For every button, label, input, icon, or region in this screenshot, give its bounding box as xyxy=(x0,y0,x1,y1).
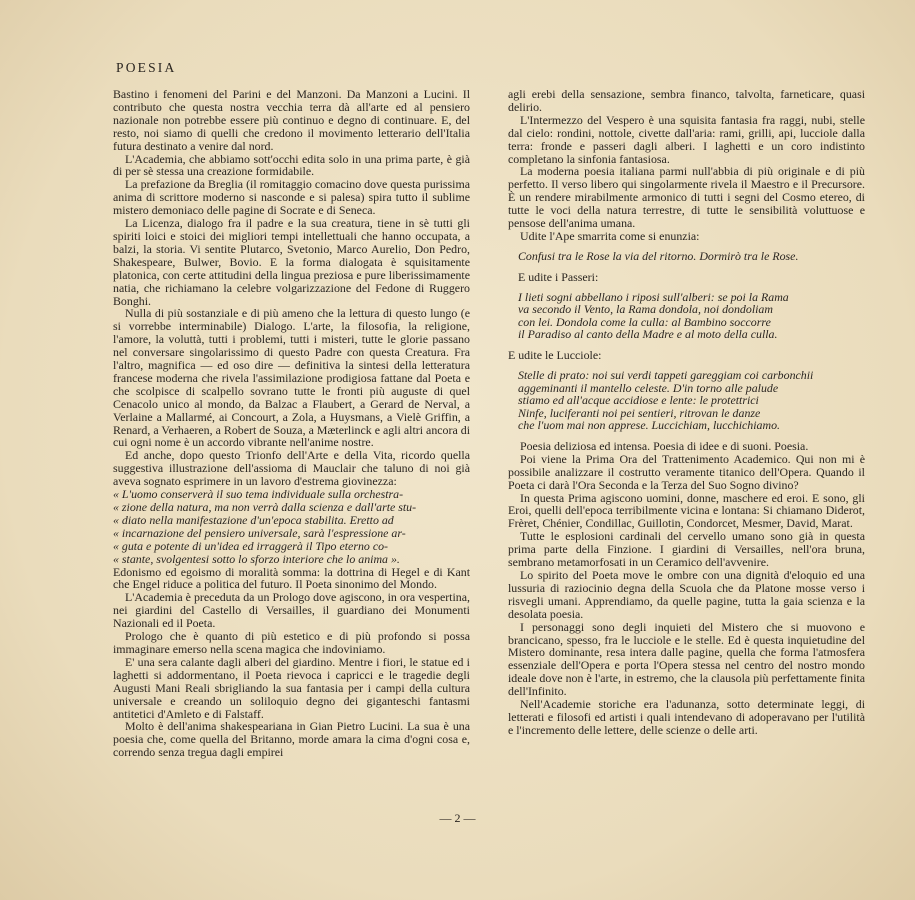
intro-passeri: E udite i Passeri: xyxy=(518,269,599,284)
paragraph: Lo spirito del Poeta move le ombre con una dignità d'eloquio ed una lussuria di raziocinio degna della Scuola che da Platone mosse verso i risvegli umani. Apprendiamo, da quelle pagine, tutta la gaia scienza e la desolata poesia. xyxy=(508,568,865,621)
verse-passeri xyxy=(518,291,865,341)
mauclair-quote xyxy=(113,488,470,565)
paragraph: Prologo che è quanto di più estetico e di più profondo si possa immaginare emerso nella scena magica che indoviniamo. xyxy=(113,629,470,656)
verse-lucciole xyxy=(518,369,865,432)
right-column xyxy=(508,88,865,737)
paragraph: Edonismo ed egoismo di moralità somma: la dottrina di Hegel e di Kant che Engel riduce a politica del futuro. Il Poeta sinonimo del Mondo. xyxy=(113,564,470,592)
paragraph: Poesia deliziosa ed intensa. Poesia di idee e di suoni. Poesia. xyxy=(520,438,809,453)
paragraph: Bastino i fenomeni del Parini e del Manzoni. Da Manzoni a Lucini. Il contributo che questa nostra vecchia terra dà all'arte ed al pensiero nazionale non potrebbe essere più continuo e degno di continuare. E, del resto, noi siamo di quelli che credono il movimento letterario dell'Italia futura destinato a venire dal nord. xyxy=(113,87,470,153)
verse-line: il Paradiso al canto della Madre e al moto della culla. xyxy=(518,327,778,342)
paragraph: In questa Prima agiscono uomini, donne, maschere ed eroi. E sono, gli Eroi, quelli dell'epoca terribilmente vicina e lontana: Si chiamano Diderot, Frèret, Chénier, Condillac, Guillotin, Condorcet, Mesmer, David, Marat. xyxy=(508,490,865,531)
paragraph: La moderna poesia italiana parmi null'abbia di più originale e di più perfetto. Il verso libero qui singolarmente rivela il Maestro e il Precursore. È un rendere mirabilmente armonico di tutti i segni del Cosmo etereo, di tutte le voci della natura terrestre, di tutte le sensibilità voluttuose e pensose dell'anima umana. xyxy=(508,164,865,231)
paragraph: L'Academia è preceduta da un Prologo dove agiscono, in ora vespertina, nei giardini del Castello di Versailles, il guardiano dei Monumenti Nazionali ed il Poeta. xyxy=(113,590,470,631)
verse-line: I lieti sogni abbellano i riposi sull'alberi: se poi la Rama xyxy=(518,289,789,304)
quote-line: « incarnazione del pensiero universale, sarà l'espressione ar- xyxy=(113,525,406,540)
paragraph: E' una sera calante dagli alberi del giardino. Mentre i fiori, le statue ed i laghetti si addormentano, il Poeta rievoca i capricci e le tragedie degli Augusti Mani Reali sbrigliando la sua fantasia per i campi della cultura universale e creando un soliloquio degno dei giganteschi fantasmi antitetici d'Amleto e di Falstaff. xyxy=(113,654,470,721)
quote-line: « zione della natura, ma non verrà dalla scienza e dall'arte stu- xyxy=(113,500,417,514)
paragraph: L'Academia, che abbiamo sott'occhi edita solo in una prima parte, è già di per sè stessa una creazione formidabile. xyxy=(113,151,470,179)
paragraph: Molto è dell'anima shakespeariana in Gian Pietro Lucini. La sua è una poesia che, come quella del Britanno, morde amara la cima d'ogni cosa e, correndo senza tregua dagli empirei xyxy=(113,719,470,760)
left-column xyxy=(113,88,470,759)
paragraph: Poi viene la Prima Ora del Trattenimento Academico. Qui non mi è possibile analizzare il costrutto veramente titanico dell'Opera. Quando il Poeta ci darà l'Ora Seconda e la Terza del Suo Sogno divino? xyxy=(508,451,865,492)
section-title: POESIA xyxy=(116,60,177,75)
page-number: — 2 — xyxy=(439,811,476,825)
paragraph: L'Intermezzo del Vespero è una squisita fantasia fra raggi, nubi, stelle dal cielo: rondini, nottole, civette dall'aria: rami, grilli, api, lucciole dalla terra: fronde e passeri dagli alberi. I laghetti e un coro indistinto completano la sinfonia fantasiosa. xyxy=(508,112,865,166)
paragraph: Ed anche, dopo questo Trionfo dell'Arte e della Vita, ricordo quella suggestiva illustrazione dell'assioma di Mauclair che taluno di noi già aveva sognato esprimere in un lavoro d'estrema giovinezza: xyxy=(113,448,470,489)
paragraph: La prefazione da Breglia (il romitaggio comacino dove questa purissima anima di scrittore moderno si nasconde e si palesa) spira tutto il sublime mistero demoniaco delle pagine di Socrate e di Seneca. xyxy=(113,177,470,218)
verse-line: stiamo ed all'acque accidiose e lente: le protettrici xyxy=(518,393,759,408)
intro-lucciole: E udite le Lucciole: xyxy=(508,348,602,363)
paragraph: Nell'Academie storiche era l'adunanza, sotto determinate leggi, di letterati e filosofi ed artisti i quali intendevano di adoperavano per l'utilità e l'incremento delle lettere, delle scienze o delle arti. xyxy=(508,697,865,737)
paragraph: Tutte le esplosioni cardinali del cervello umano sono già in questa prima parte della Finzione. I giardini di Versailles, nell'ora bruna, sembrano metamorfosati in un Ceramico dell'avvenire. xyxy=(508,529,865,570)
verse-line: aggeminanti il mantello celeste. D'in torno alle palude xyxy=(518,380,779,395)
quote-line: « L'uomo conserverà il suo tema individuale sulla orchestra- xyxy=(113,487,404,502)
paragraph: La Licenza, dialogo fra il padre e la sua creatura, tiene in sè tutti gli spiriti loici e stoici dei migliori tempi intellettuali che hanno occupata, a balzi, la storia. Vi sentite Plutarco, Svetonio, Marco Aurelio, Don Pedro, Shakespeare, Bulwer, Bovio. E la forma dialogata è squisitamente platonica, con certe attitudini della lingua preziosa e pure liberissimamente natia, che richiamano la celebre volgarizzazione del Fedone di Ruggero Bonghi. xyxy=(113,216,470,308)
paragraph: Udite l'Ape smarrita come si enunzia: xyxy=(520,228,700,243)
quote-line: « diato nella manifestazione d'un'epoca stabilita. Eretto ad xyxy=(113,512,394,527)
paragraph: Nulla di più sostanziale e di più ameno che la lettura di questo lungo (e si vorrebbe interminabile) Dialogo. L'arte, la filosofia, la religione, l'amore, la voluttà, tutti i problemi, tutti i misteri, tutte le glorie passano nel conversare singolarissimo di questo Padre con questa Creatura. Fra l'altro, magnifica — ed oso dire — definitiva la sintesi della letteratura francese moderna che rivela l'assimilazione prodigiosa fattane dal Poeta e che scolpisce di scalpello sovrano tutte le fronti più auguste di quel Cenacolo unico al mondo, da Balzac a Flaubert, a Gerard de Nerval, a Verlaine a Mallarmé, ai Concourt, a Zola, a Huysmans, a Vielè Griffin, a Renard, a Verhaeren, a Robert de Souza, a Mæterlinck e agli altri ancora di cui ogni nome è un accordo vibrante nell'anime nostre. xyxy=(113,306,470,450)
verse-line: che l'uom mai non apprese. Luccichiam, lucchichiamo. xyxy=(518,418,780,433)
verse-line: va secondo il Vento, la Rama dondola, noi dondoliam xyxy=(518,302,773,317)
quote-line: « stante, svolgentesi sotto lo sforzo interiore che lo anima ». xyxy=(113,551,400,566)
paragraph: I personaggi sono degli inquieti del Mistero che si muovono e brancicano, spesso, fra le lucciole e le stelle. Ed è questa inquietudine del Mistero dominante, resa intera dalle pagine, quella che forma l'atmosfera essenziale dell'Opera e porta l'Opera stessa nel centro del nostro mondo ideale dove non è l'arte, in estremo, che la clausola più perfettamente finita dell'Infinito. xyxy=(508,619,865,699)
verse-line: Stelle di prato: noi sui verdi tappeti gareggiam coi carbonchii xyxy=(518,367,814,382)
verse-ape: Confusi tra le Rose la via del ritorno. Dormirò tra le Rose. xyxy=(518,248,799,263)
verse-line: Ninfe, luciferanti noi pei sentieri, ritrovan le danze xyxy=(518,405,761,420)
paragraph: agli erebi della sensazione, sembra financo, talvolta, farneticare, quasi delirio. xyxy=(508,87,865,114)
quote-line: « guta e potente di un'idea ed irraggerà il Tipo eterno co- xyxy=(113,538,388,553)
verse-line: con lei. Dondola come la culla: al Bambino soccorre xyxy=(518,314,771,329)
